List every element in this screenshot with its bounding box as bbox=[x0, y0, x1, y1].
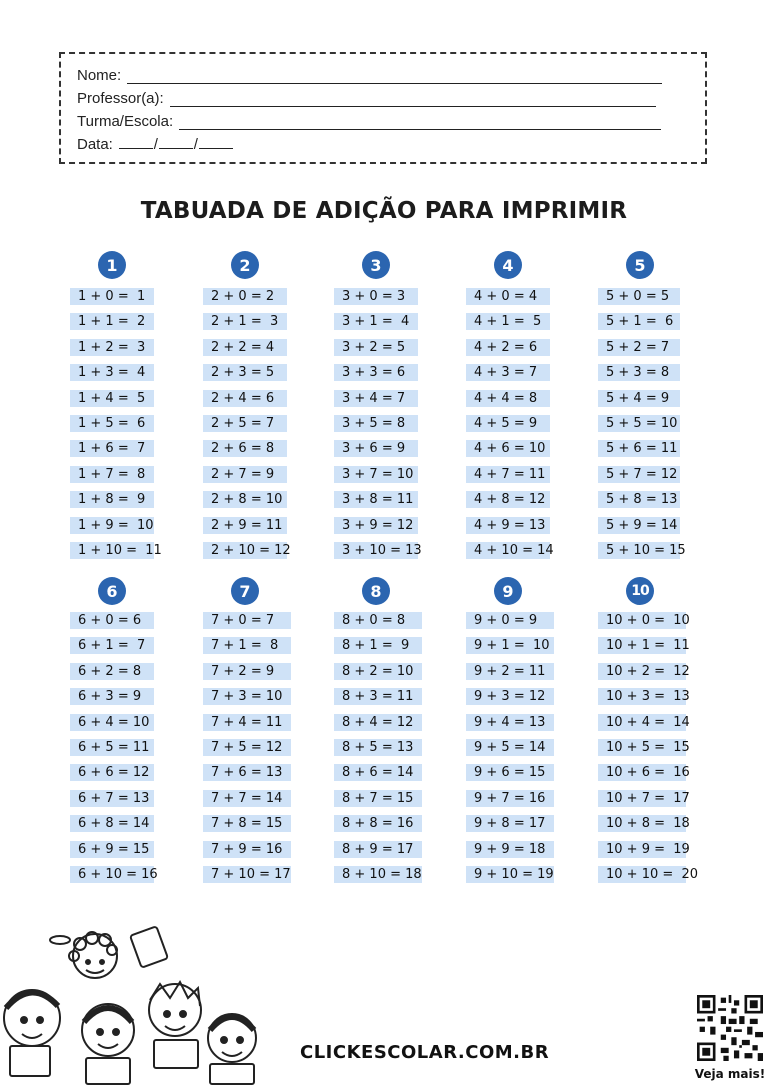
equation-row: 9 + 9 = 18 bbox=[466, 841, 554, 858]
equation-row: 7 + 5 = 12 bbox=[203, 739, 291, 756]
equation-row: 3 + 10 = 13 bbox=[334, 542, 418, 559]
teacher-field-line[interactable] bbox=[170, 90, 656, 107]
class-school-field-label: Turma/Escola: bbox=[77, 113, 174, 130]
equation-row: 6 + 5 = 11 bbox=[70, 739, 154, 756]
equation-row: 10 + 1 = 11 bbox=[598, 637, 686, 654]
equation-row: 5 + 1 = 6 bbox=[598, 313, 680, 330]
qr-code-icon[interactable] bbox=[697, 995, 763, 1061]
equation-row: 1 + 9 = 10 bbox=[70, 517, 154, 534]
equation-row: 9 + 5 = 14 bbox=[466, 739, 554, 756]
website-footer[interactable]: CLICKESCOLAR.COM.BR bbox=[300, 1042, 550, 1063]
equation-row: 10 + 9 = 19 bbox=[598, 841, 686, 858]
equation-row: 7 + 7 = 14 bbox=[203, 790, 291, 807]
equation-row: 8 + 3 = 11 bbox=[334, 688, 422, 705]
date-field-row bbox=[77, 133, 233, 153]
equation-row: 1 + 7 = 8 bbox=[70, 466, 154, 483]
equation-row: 2 + 8 = 10 bbox=[203, 491, 287, 508]
equation-row: 8 + 6 = 14 bbox=[334, 764, 422, 781]
equation-row: 10 + 2 = 12 bbox=[598, 663, 686, 680]
equation-row: 1 + 8 = 9 bbox=[70, 491, 154, 508]
date-field-label: Data: bbox=[77, 136, 113, 153]
equation-row: 3 + 5 = 8 bbox=[334, 415, 418, 432]
equation-row: 6 + 7 = 13 bbox=[70, 790, 154, 807]
equation-row: 3 + 2 = 5 bbox=[334, 339, 418, 356]
equation-row: 4 + 9 = 13 bbox=[466, 517, 550, 534]
equation-row: 10 + 6 = 16 bbox=[598, 764, 686, 781]
equation-row: 1 + 2 = 3 bbox=[70, 339, 154, 356]
equation-row: 5 + 0 = 5 bbox=[598, 288, 680, 305]
equation-row: 8 + 5 = 13 bbox=[334, 739, 422, 756]
table-number-badge: 7 bbox=[231, 577, 259, 605]
equation-row: 7 + 4 = 11 bbox=[203, 714, 291, 731]
equation-row: 5 + 7 = 12 bbox=[598, 466, 680, 483]
equation-row: 1 + 5 = 6 bbox=[70, 415, 154, 432]
equation-row: 2 + 0 = 2 bbox=[203, 288, 287, 305]
equation-row: 3 + 8 = 11 bbox=[334, 491, 418, 508]
equation-row: 8 + 2 = 10 bbox=[334, 663, 422, 680]
equation-row: 7 + 8 = 15 bbox=[203, 815, 291, 832]
equation-row: 1 + 1 = 2 bbox=[70, 313, 154, 330]
equation-row: 9 + 0 = 9 bbox=[466, 612, 554, 629]
equation-row: 9 + 6 = 15 bbox=[466, 764, 554, 781]
equation-row: 2 + 4 = 6 bbox=[203, 390, 287, 407]
equation-row: 1 + 0 = 1 bbox=[70, 288, 154, 305]
equation-row: 4 + 7 = 11 bbox=[466, 466, 550, 483]
equation-row: 2 + 7 = 9 bbox=[203, 466, 287, 483]
equation-row: 4 + 4 = 8 bbox=[466, 390, 550, 407]
name-field-row bbox=[77, 64, 662, 84]
table-number-badge: 5 bbox=[626, 251, 654, 279]
equation-row: 3 + 9 = 12 bbox=[334, 517, 418, 534]
table-number-badge: 3 bbox=[362, 251, 390, 279]
equation-row: 10 + 3 = 13 bbox=[598, 688, 686, 705]
page-title: TABUADA DE ADIÇÃO PARA IMPRIMIR bbox=[140, 198, 628, 224]
equation-row: 8 + 1 = 9 bbox=[334, 637, 422, 654]
equation-row: 4 + 0 = 4 bbox=[466, 288, 550, 305]
table-number-badge: 9 bbox=[494, 577, 522, 605]
equation-row: 10 + 10 = 20 bbox=[598, 866, 686, 883]
table-number-badge: 6 bbox=[98, 577, 126, 605]
equation-row: 8 + 8 = 16 bbox=[334, 815, 422, 832]
equation-row: 8 + 4 = 12 bbox=[334, 714, 422, 731]
equation-row: 7 + 10 = 17 bbox=[203, 866, 291, 883]
equation-row: 2 + 1 = 3 bbox=[203, 313, 287, 330]
table-number-badge: 8 bbox=[362, 577, 390, 605]
date-field-blanks[interactable]: / / bbox=[119, 132, 233, 153]
equation-row: 4 + 8 = 12 bbox=[466, 491, 550, 508]
equation-row: 5 + 6 = 11 bbox=[598, 440, 680, 457]
equation-row: 3 + 1 = 4 bbox=[334, 313, 418, 330]
equation-row: 9 + 8 = 17 bbox=[466, 815, 554, 832]
children-reading-illustration bbox=[0, 918, 280, 1086]
equation-row: 10 + 5 = 15 bbox=[598, 739, 686, 756]
equation-row: 9 + 2 = 11 bbox=[466, 663, 554, 680]
equation-row: 2 + 5 = 7 bbox=[203, 415, 287, 432]
table-number-badge: 1 bbox=[98, 251, 126, 279]
equation-row: 6 + 1 = 7 bbox=[70, 637, 154, 654]
equation-row: 3 + 4 = 7 bbox=[334, 390, 418, 407]
equation-row: 5 + 3 = 8 bbox=[598, 364, 680, 381]
equation-row: 1 + 6 = 7 bbox=[70, 440, 154, 457]
equation-row: 6 + 10 = 16 bbox=[70, 866, 154, 883]
equation-row: 5 + 10 = 15 bbox=[598, 542, 680, 559]
teacher-field-label: Professor(a): bbox=[77, 90, 164, 107]
equation-row: 10 + 0 = 10 bbox=[598, 612, 686, 629]
equation-row: 6 + 6 = 12 bbox=[70, 764, 154, 781]
equation-row: 10 + 8 = 18 bbox=[598, 815, 686, 832]
equation-row: 5 + 8 = 13 bbox=[598, 491, 680, 508]
equation-row: 6 + 0 = 6 bbox=[70, 612, 154, 629]
equation-row: 1 + 10 = 11 bbox=[70, 542, 154, 559]
equation-row: 3 + 6 = 9 bbox=[334, 440, 418, 457]
equation-row: 3 + 3 = 6 bbox=[334, 364, 418, 381]
equation-row: 9 + 4 = 13 bbox=[466, 714, 554, 731]
qr-code-label: Veja mais! bbox=[694, 1067, 766, 1081]
equation-row: 2 + 10 = 12 bbox=[203, 542, 287, 559]
equation-row: 4 + 3 = 7 bbox=[466, 364, 550, 381]
name-field-label: Nome: bbox=[77, 67, 122, 84]
equation-row: 1 + 3 = 4 bbox=[70, 364, 154, 381]
equation-row: 6 + 4 = 10 bbox=[70, 714, 154, 731]
equation-row: 4 + 1 = 5 bbox=[466, 313, 550, 330]
equation-row: 2 + 9 = 11 bbox=[203, 517, 287, 534]
table-number-badge: 4 bbox=[494, 251, 522, 279]
equation-row: 9 + 3 = 12 bbox=[466, 688, 554, 705]
equation-row: 6 + 9 = 15 bbox=[70, 841, 154, 858]
equation-row: 2 + 6 = 8 bbox=[203, 440, 287, 457]
equation-row: 7 + 2 = 9 bbox=[203, 663, 291, 680]
equation-row: 9 + 1 = 10 bbox=[466, 637, 554, 654]
equation-row: 7 + 9 = 16 bbox=[203, 841, 291, 858]
equation-row: 10 + 4 = 14 bbox=[598, 714, 686, 731]
equation-row: 7 + 0 = 7 bbox=[203, 612, 291, 629]
equation-row: 4 + 2 = 6 bbox=[466, 339, 550, 356]
equation-row: 5 + 5 = 10 bbox=[598, 415, 680, 432]
equation-row: 8 + 9 = 17 bbox=[334, 841, 422, 858]
teacher-field-row bbox=[77, 87, 656, 107]
equation-row: 1 + 4 = 5 bbox=[70, 390, 154, 407]
equation-row: 4 + 5 = 9 bbox=[466, 415, 550, 432]
equation-row: 8 + 10 = 18 bbox=[334, 866, 422, 883]
class-school-field-row bbox=[77, 110, 661, 130]
name-field-line[interactable] bbox=[127, 67, 662, 84]
table-number-badge: 10 bbox=[626, 577, 654, 605]
equation-row: 7 + 6 = 13 bbox=[203, 764, 291, 781]
equation-row: 10 + 7 = 17 bbox=[598, 790, 686, 807]
equation-row: 8 + 0 = 8 bbox=[334, 612, 422, 629]
table-number-badge: 2 bbox=[231, 251, 259, 279]
equation-row: 2 + 2 = 4 bbox=[203, 339, 287, 356]
equation-row: 7 + 3 = 10 bbox=[203, 688, 291, 705]
student-info-box bbox=[59, 52, 707, 164]
equation-row: 7 + 1 = 8 bbox=[203, 637, 291, 654]
equation-row: 5 + 2 = 7 bbox=[598, 339, 680, 356]
equation-row: 9 + 7 = 16 bbox=[466, 790, 554, 807]
equation-row: 2 + 3 = 5 bbox=[203, 364, 287, 381]
equation-row: 9 + 10 = 19 bbox=[466, 866, 554, 883]
equation-row: 3 + 0 = 3 bbox=[334, 288, 418, 305]
equation-row: 8 + 7 = 15 bbox=[334, 790, 422, 807]
equation-row: 4 + 10 = 14 bbox=[466, 542, 550, 559]
equation-row: 5 + 9 = 14 bbox=[598, 517, 680, 534]
equation-row: 3 + 7 = 10 bbox=[334, 466, 418, 483]
equation-row: 6 + 2 = 8 bbox=[70, 663, 154, 680]
equation-row: 4 + 6 = 10 bbox=[466, 440, 550, 457]
equation-row: 6 + 8 = 14 bbox=[70, 815, 154, 832]
equation-row: 5 + 4 = 9 bbox=[598, 390, 680, 407]
equation-row: 6 + 3 = 9 bbox=[70, 688, 154, 705]
class-school-field-line[interactable] bbox=[179, 113, 661, 130]
